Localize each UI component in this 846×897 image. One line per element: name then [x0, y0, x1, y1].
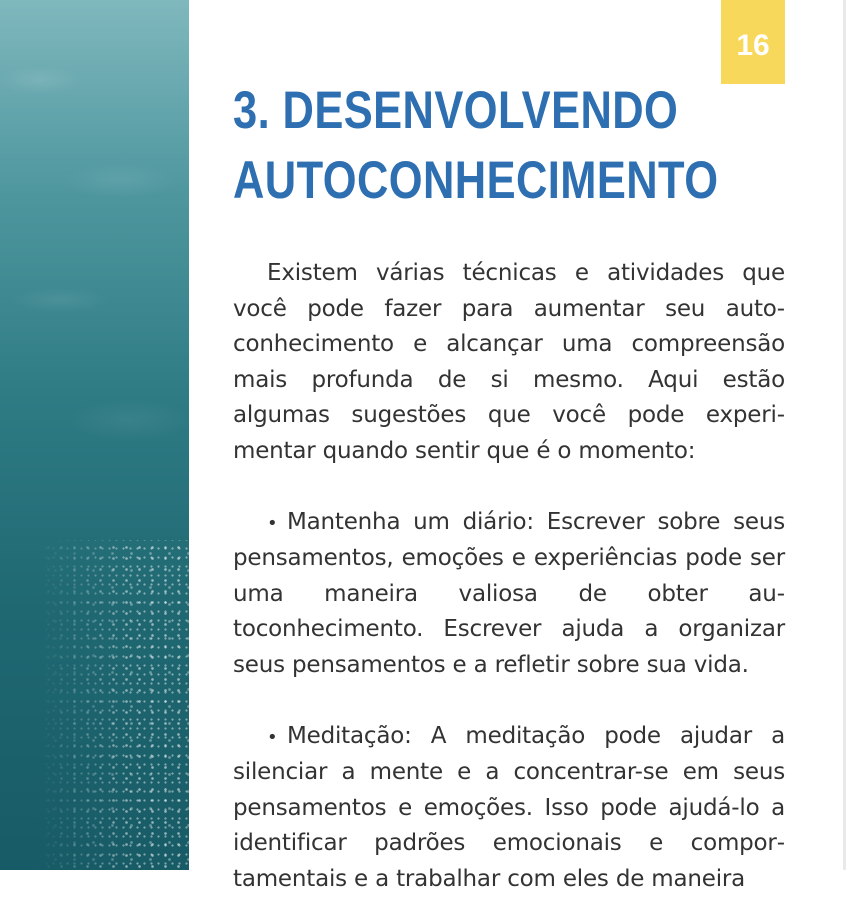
bullet-text: Mantenha um diário: Escrever sobre seus pensamentos, emoções e experiências pode ser uma maneira valiosa de obter autoconhecimento. Escrever ajuda a organizar seus pensamentos e a refletir sobre sua vida. [233, 509, 785, 678]
bullet-icon: • [267, 720, 287, 756]
page-number: 16 [736, 29, 769, 63]
chapter-title [233, 76, 793, 216]
body-text [233, 256, 785, 897]
page-number-badge [721, 0, 785, 84]
ocean-photo [0, 0, 189, 870]
bullet-item [233, 719, 785, 897]
bullet-icon: • [267, 506, 287, 542]
bullet-text: Meditação: A meditação pode ajudar a silenciar a mente e a concentrar-se em seus pensamentos e emoções. Isso pode ajudá-lo a identificar padrões emocionais e comportamentais e a trabalhar com eles de maneira [233, 723, 785, 892]
chapter-title-line-1: 3. DESENVOLVENDO [233, 76, 793, 146]
intro-text: Existem várias técnicas e atividades que você pode fazer para aumentar seu autoconhecimento e alcançar uma compreensão mais profunda de si mesmo. Aqui estão algumas sugestões que você pode experimentar quando sentir que é o momento: [233, 260, 785, 464]
bullet-item [233, 505, 785, 684]
chapter-title-line-2: AUTOCONHECIMENTO [233, 146, 793, 216]
intro-paragraph [233, 256, 785, 469]
bubbles-texture [0, 540, 189, 870]
